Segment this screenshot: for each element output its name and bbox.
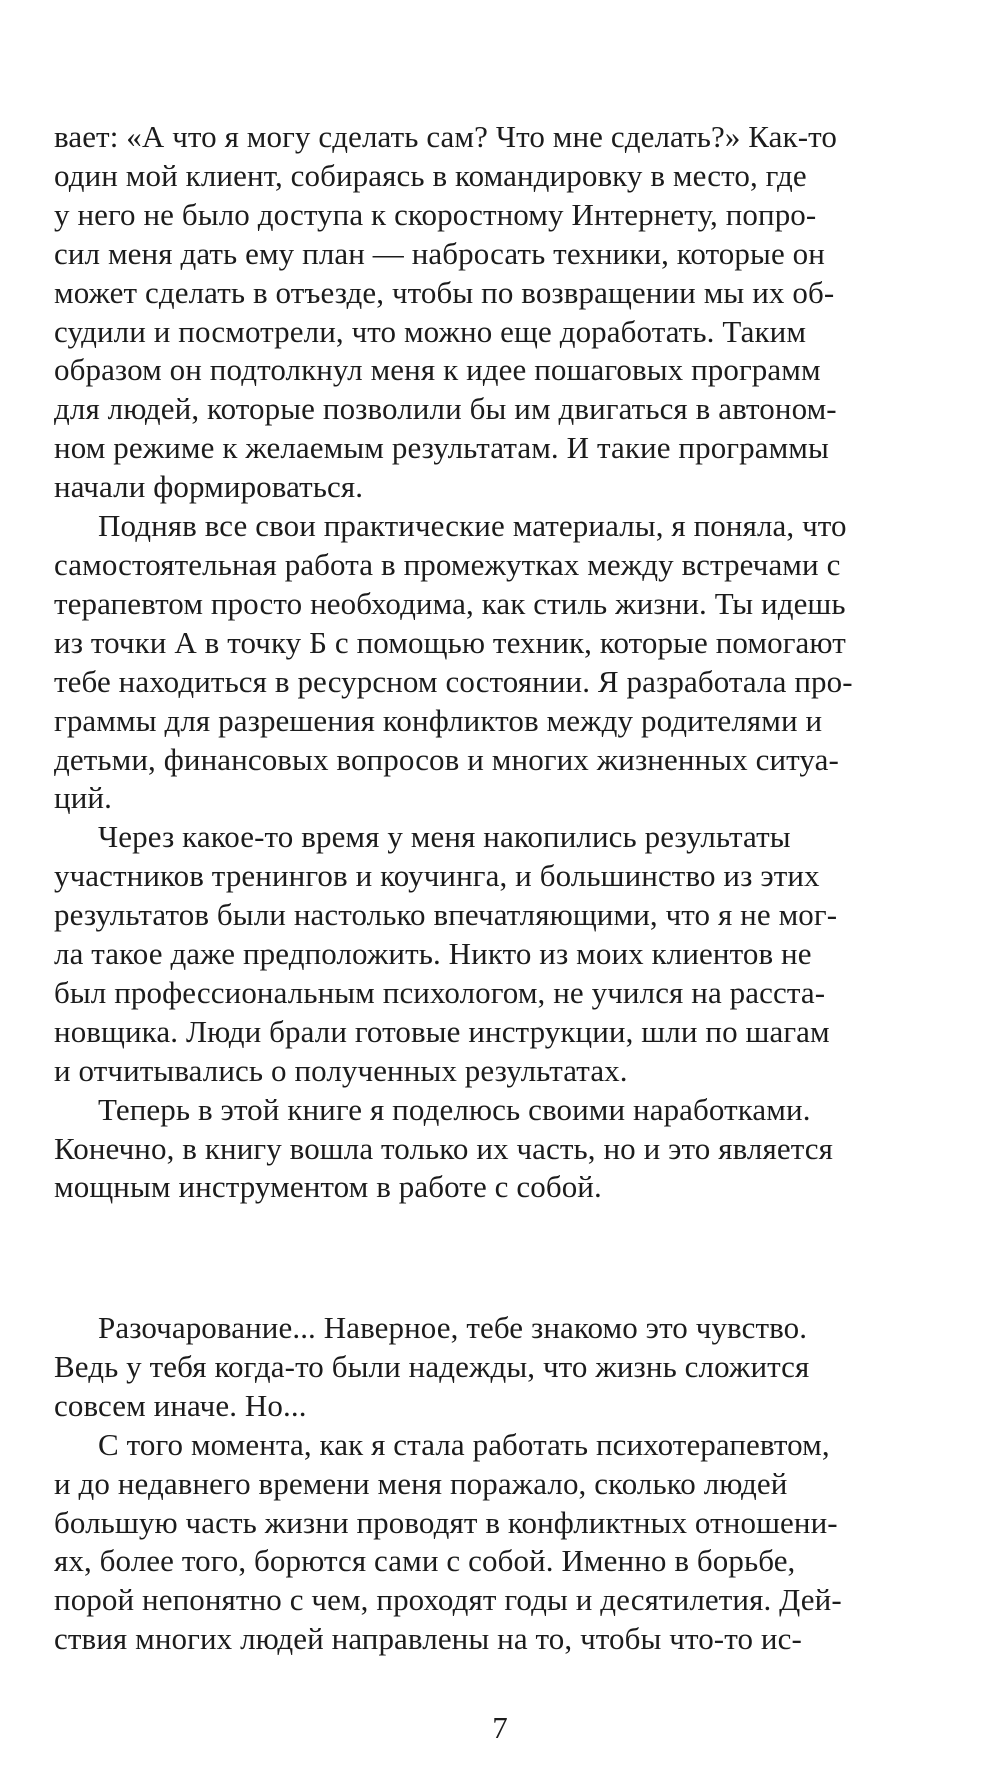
text-line: образом он подтолкнул меня к идее пошаговых программ: [54, 352, 821, 388]
paragraph-start-line: Через какое-то время у меня накопились результаты: [98, 819, 791, 855]
text-line: был профессиональным психологом, не учился на расста-: [54, 974, 826, 1010]
text-line: порой непонятно с чем, проходят годы и десятилетия. Дей-: [54, 1582, 842, 1618]
text-line: совсем иначе. Но...: [54, 1387, 307, 1423]
text-line: может сделать в отъезде, чтобы по возвращении мы их об-: [54, 274, 835, 310]
text-line: для людей, которые позволили бы им двигаться в автоном-: [54, 391, 837, 427]
text-line: результатов были настолько впечатляющими, что я не мог-: [54, 897, 838, 933]
text-line: граммы для разрешения конфликтов между родителями и: [54, 702, 823, 738]
text-line: сил меня дать ему план — набросать техники, которые он: [54, 235, 825, 271]
text-line: тебе находиться в ресурсном состоянии. Я разработала про-: [54, 663, 853, 699]
text-line: вает: «А что я могу сделать сам? Что мне сделать?» Как-то: [54, 119, 837, 154]
paragraph-start-line: Теперь в этой книге я поделюсь своими наработками.: [98, 1091, 811, 1127]
paragraph-start-line: Подняв все свои практические материалы, я поняла, что: [98, 508, 847, 544]
text-section-2: [54, 1309, 946, 1659]
text-line: ном режиме к желаемым результатам. И такие программы: [54, 430, 829, 466]
text-line: терапевтом просто необходима, как стиль жизни. Ты идешь: [54, 585, 846, 621]
text-line: ций.: [54, 780, 112, 816]
paragraph-start-line: С того момента, как я стала работать психотерапевтом,: [98, 1426, 830, 1462]
text-line: один мой клиент, собираясь в командировку в место, где: [54, 157, 807, 193]
text-line: Конечно, в книгу вошла только их часть, но и это является: [54, 1130, 833, 1166]
text-line: самостоятельная работа в промежутках между встречами с: [54, 546, 841, 582]
text-line: детьми, финансовых вопросов и многих жизненных ситуа-: [54, 741, 839, 777]
paragraph-start-line: Разочарование... Наверное, тебе знакомо это чувство.: [98, 1310, 808, 1345]
text-line: ствия многих людей направлены на то, чтобы что-то ис-: [54, 1621, 802, 1657]
page-number: 7: [492, 1710, 508, 1745]
text-line: начали формироваться.: [54, 469, 364, 505]
text-line: и отчитывались о полученных результатах.: [54, 1052, 628, 1088]
text-line: и до недавнего времени меня поражало, сколько людей: [54, 1465, 788, 1501]
text-section-1: [54, 118, 946, 1207]
text-line: участников тренингов и коучинга, и большинство из этих: [54, 858, 820, 894]
text-line: Ведь у тебя когда-то были надежды, что жизнь сложится: [54, 1348, 810, 1384]
text-line: из точки А в точку Б с помощью техник, которые помогают: [54, 624, 846, 660]
text-line: ях, более того, борются сами с собой. Именно в борьбе,: [54, 1543, 796, 1579]
text-line: ла такое даже предположить. Никто из моих клиентов не: [54, 936, 812, 972]
text-line: мощным инструментом в работе с собой.: [54, 1169, 602, 1205]
text-line: новщика. Люди брали готовые инструкции, шли по шагам: [54, 1013, 830, 1049]
text-line: судили и посмотрели, что можно еще доработать. Таким: [54, 313, 807, 349]
text-line: у него не было доступа к скоростному Интернету, попро-: [54, 196, 817, 232]
text-line: большую часть жизни проводят в конфликтных отношени-: [54, 1504, 838, 1540]
